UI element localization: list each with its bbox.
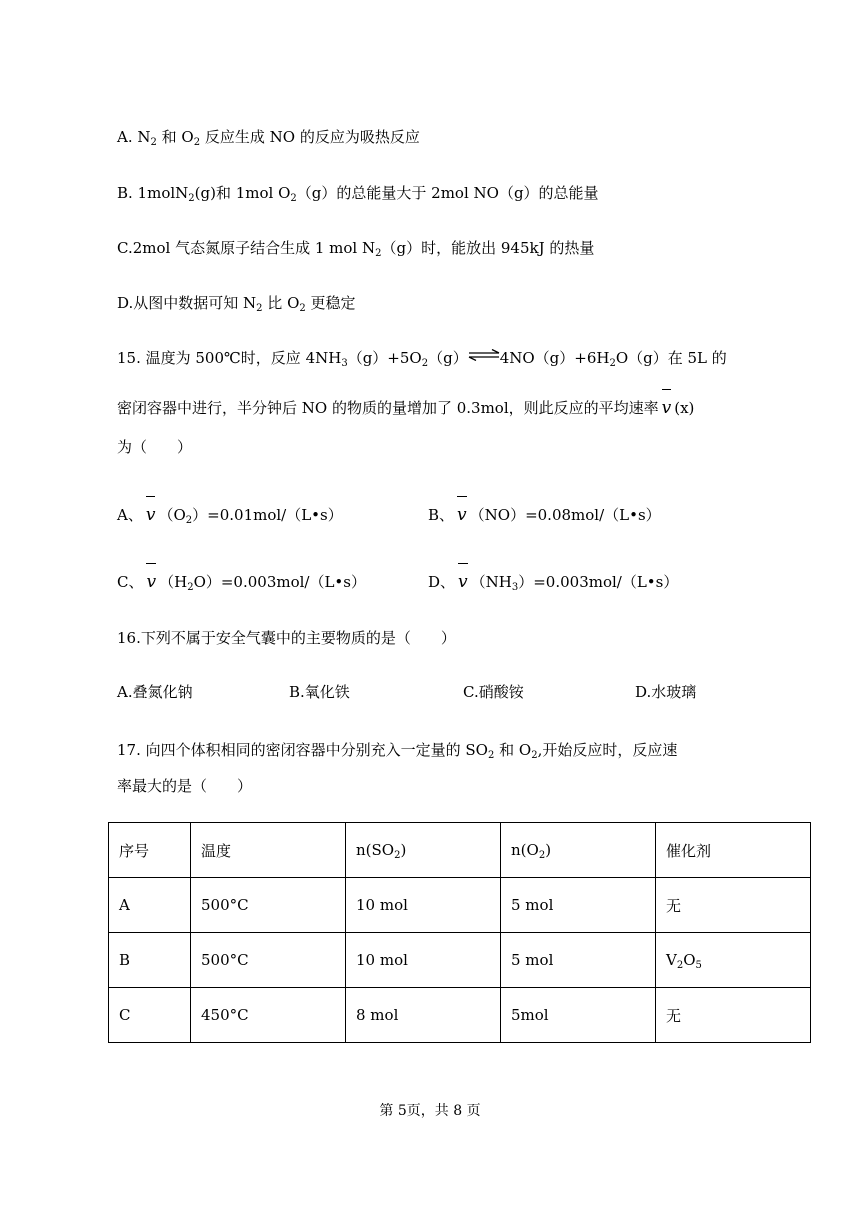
q15-stem-line3: 为（ ） xyxy=(117,438,193,456)
q14-option-c: C.2mol 气态氮原子结合生成 1 mol $N_2(g)$时，能放出 945kJ 的热量 xyxy=(117,239,595,259)
table-header-cell: 催化剂 xyxy=(656,823,811,878)
table-header-cell: $n(O_2)$ xyxy=(501,823,656,878)
q16-stem: 16.下列不属于安全气囊中的主要物质的是（ ） xyxy=(117,629,456,647)
table-cell: 10 mol xyxy=(346,878,501,933)
table-row xyxy=(109,878,811,933)
q17-stem-line2: 率最大的是（ ） xyxy=(117,777,253,795)
reaction-conditions-table xyxy=(108,822,811,1043)
q16-option-a: A.叠氮化钠 xyxy=(117,683,193,701)
q15-option-c: C、 v $(H_2O)=0.003mol/(L•s)$ xyxy=(117,572,366,593)
table-header-cell: $n(SO_2)$ xyxy=(346,823,501,878)
table-cell: 5mol xyxy=(501,988,656,1043)
table-cell: 450°C xyxy=(191,988,346,1043)
q14-option-d: D.从图中数据可知 $N_2$ 比 $O_2$ 更稳定 xyxy=(117,294,356,314)
q16-option-b: B.氧化铁 xyxy=(289,683,350,701)
table-cell: 5 mol xyxy=(501,878,656,933)
table-row xyxy=(109,933,811,988)
table-cell: A xyxy=(109,878,191,933)
q17-stem-line1: 17. 向四个体积相同的密闭容器中分别充入一定量的 $SO_2$ 和 $O_2$,开始反应时，反应速 xyxy=(117,741,678,761)
table-cell: 无 xyxy=(656,988,811,1043)
q15-option-a: A、 v $(O_2)=0.01mol/(L•s)$ xyxy=(117,505,343,526)
average-rate-symbol: v xyxy=(143,505,159,525)
page-footer: 第 5页，共 8 页 xyxy=(379,1103,481,1119)
average-rate-symbol: v xyxy=(659,398,675,418)
table-cell: 500°C xyxy=(191,933,346,988)
equilibrium-arrow-icon xyxy=(468,349,500,361)
table-cell: C xyxy=(109,988,191,1043)
table-cell: 8 mol xyxy=(346,988,501,1043)
table-cell: 5 mol xyxy=(501,933,656,988)
table-row xyxy=(109,988,811,1043)
average-rate-symbol: v xyxy=(143,572,159,592)
table-header-row xyxy=(109,823,811,878)
q15-option-d: D、 v $(NH_3)=0.003mol/(L•s)$ xyxy=(428,572,679,593)
average-rate-symbol: v xyxy=(455,572,471,592)
table-cell: 10 mol xyxy=(346,933,501,988)
q15-stem-line1: 15. 温度为 500℃时，反应 $4NH_3(g)+5O_2(g)$ $4NO(g)+6H_2O(g)$在 5L 的 xyxy=(117,349,727,369)
table-cell: 500°C xyxy=(191,878,346,933)
table-cell: $V_2O_5$ xyxy=(656,933,811,988)
q16-option-c: C.硝酸铵 xyxy=(463,683,524,701)
q15-option-b: B、 v （NO）=0.08mol/（L•s） xyxy=(428,505,661,525)
table-cell: 无 xyxy=(656,878,811,933)
q14-option-a: A. $N_2$ 和 $O_2$ 反应生成 NO 的反应为吸热反应 xyxy=(117,128,420,148)
table-cell: B xyxy=(109,933,191,988)
q14-option-b: B. 1molN$_2$(g)和 1mol $O_2(g)$的总能量大于 2mol NO（g）的总能量 xyxy=(117,184,599,204)
q15-stem-line2: 密闭容器中进行，半分钟后 NO 的物质的量增加了 0.3mol，则此反应的平均速率 v (x) xyxy=(117,398,695,418)
q16-option-d: D.水玻璃 xyxy=(635,683,697,701)
table-header-cell: 温度 xyxy=(191,823,346,878)
average-rate-symbol: v xyxy=(454,505,470,525)
table-header-cell: 序号 xyxy=(109,823,191,878)
